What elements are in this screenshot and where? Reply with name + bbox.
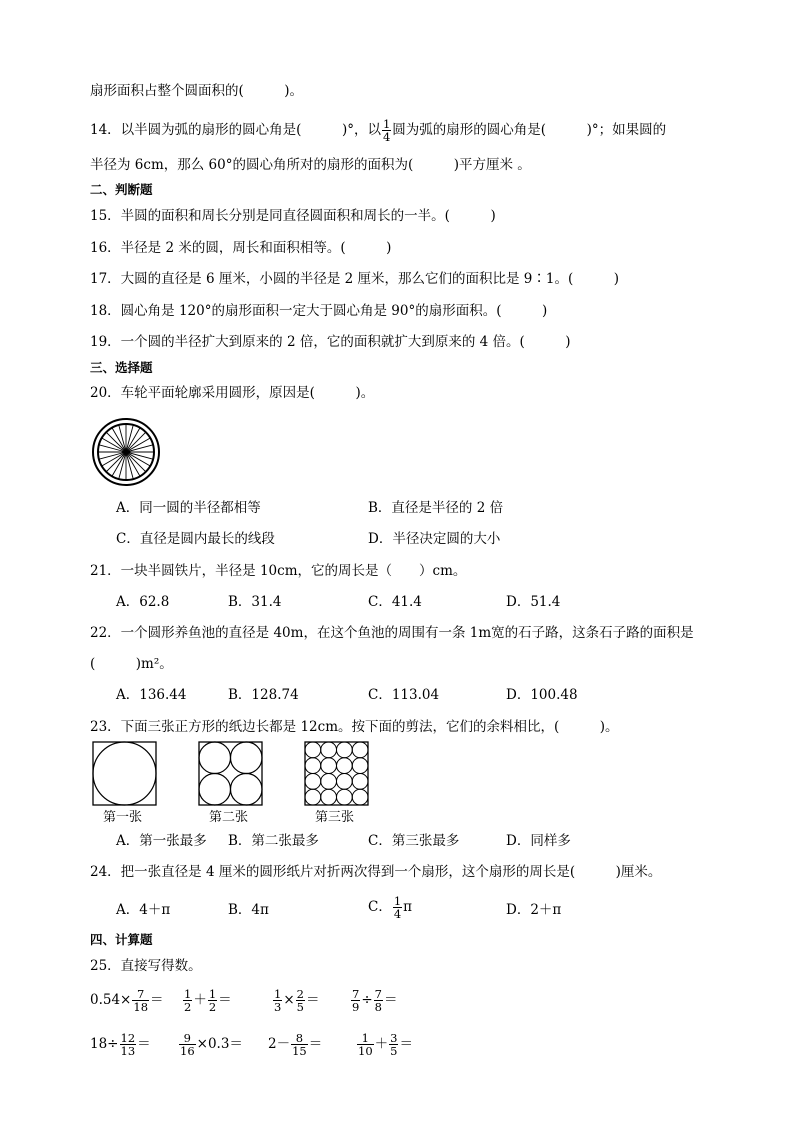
question-24-stem: 24．把一张直径是 4 厘米的圆形纸片对折两次得到一个扇形，这个扇形的周长是( )厘米。 (90, 864, 662, 880)
q22-option-d[interactable]: D．100.48 (506, 687, 578, 703)
q21-option-b[interactable]: B．31.4 (228, 594, 282, 610)
question-14-text-b: 圆为弧的扇形的圆心角是( )°；如果圆的 (392, 122, 667, 138)
q20-option-d[interactable]: D．半径决定圆的大小 (368, 531, 501, 547)
question-14-line-1 (90, 118, 666, 143)
q24-option-d[interactable]: D．2＋π (506, 902, 562, 918)
caption-sheet-two: 第二张 (209, 810, 249, 825)
question-15: 15．半圆的面积和周长分别是同直径圆面积和周长的一半。( ) (90, 208, 496, 224)
q23-option-b[interactable]: B．第二张最多 (228, 833, 319, 849)
q24-option-c-pi: π (403, 899, 413, 915)
q21-option-a[interactable]: A．62.8 (116, 594, 170, 610)
square-four-circles-figure (198, 741, 263, 806)
calc-item-r2-2: $\frac{9}{16}$ ×0.3＝ (180, 1031, 243, 1058)
calc-item-r2-4: $\frac{1}{10}$ ＋ $\frac{3}{5}$ ＝ (358, 1031, 413, 1058)
question-21-stem: 21．一块半圆铁片，半径是 10cm，它的周长是（ ）cm。 (90, 563, 467, 579)
q24-option-c-fraction: $\frac{1}{4}$ (393, 894, 402, 921)
q21-option-c[interactable]: C．41.4 (368, 594, 422, 610)
calc-item-r2-1: 18÷ $\frac{12}{13}$ ＝ (90, 1031, 151, 1058)
calc-item-r1-4: $\frac{7}{9}$ ÷ $\frac{7}{8}$ ＝ (352, 987, 398, 1014)
question-19: 19．一个圆的半径扩大到原来的 2 倍，它的面积就扩大到原来的 4 倍。( ) (90, 334, 571, 350)
question-14-text-a: 14．以半圆为弧的扇形的圆心角是( )°，以 (90, 122, 381, 138)
question-16: 16．半径是 2 米的圆，周长和面积相等。( ) (90, 240, 392, 256)
q22-option-a[interactable]: A．136.44 (116, 687, 187, 703)
question-22-stem-continued: ( )m²。 (90, 656, 173, 672)
q24-option-b[interactable]: B．4π (228, 902, 269, 918)
q21-option-d[interactable]: D．51.4 (506, 594, 561, 610)
calc-item-r1-1: 0.54× $\frac{7}{18}$ ＝ (90, 987, 164, 1014)
q22-option-b[interactable]: B．128.74 (228, 687, 299, 703)
q24-option-c-label: C． (368, 899, 392, 915)
q20-option-b[interactable]: B．直径是半径的 2 倍 (368, 500, 504, 516)
section-heading-judgement: 二、判断题 (90, 182, 153, 197)
fraction-quarter: $\frac{1}{4}$ (382, 117, 391, 144)
q20-option-c[interactable]: C．直径是圆内最长的线段 (116, 531, 275, 547)
question-17: 17．大圆的直径是 6 厘米，小圆的半径是 2 厘米，那么它们的面积比是 9∶1。( ) (90, 271, 620, 287)
section-heading-choice: 三、选择题 (90, 360, 153, 375)
question-20-stem: 20．车轮平面轮廓采用圆形，原因是( )。 (90, 385, 375, 401)
q22-option-c[interactable]: C．113.04 (368, 687, 440, 703)
square-one-circle-figure (92, 741, 157, 806)
q24-option-a[interactable]: A．4＋π (116, 902, 171, 918)
q24-option-c[interactable] (368, 892, 412, 922)
fill-in-tail-line: 扇形面积占整个圆面积的( )。 (90, 83, 304, 99)
question-23-stem: 23．下面三张正方形的纸边长都是 12cm。按下面的剪法，它们的余料相比，( )。 (90, 719, 619, 735)
caption-sheet-three: 第三张 (315, 810, 355, 825)
calc-item-r2-3: 2－ $\frac{8}{15}$ ＝ (268, 1031, 323, 1058)
question-25-stem: 25．直接写得数。 (90, 958, 202, 974)
section-heading-calculation: 四、计算题 (90, 932, 153, 947)
q23-option-d[interactable]: D．同样多 (506, 833, 571, 849)
calc-item-r1-2: $\frac{1}{2}$ ＋ $\frac{1}{2}$ ＝ (184, 987, 232, 1014)
question-22-stem: 22．一个圆形养鱼池的直径是 40m，在这个鱼池的周围有一条 1m宽的石子路，这条石子路的面积是 (90, 625, 694, 641)
caption-sheet-one: 第一张 (103, 810, 143, 825)
wheel-figure (91, 417, 161, 487)
q23-option-c[interactable]: C．第三张最多 (368, 833, 460, 849)
question-18: 18．圆心角是 120°的扇形面积一定大于圆心角是 90°的扇形面积。( ) (90, 303, 548, 319)
question-14-line-2: 半径为 6cm，那么 60°的圆心角所对的扇形的面积为( )平方厘米 。 (90, 157, 531, 173)
q23-option-a[interactable]: A．第一张最多 (116, 833, 207, 849)
calc-item-r1-3: $\frac{1}{3}$ × $\frac{2}{5}$ ＝ (274, 987, 320, 1014)
q20-option-a[interactable]: A．同一圆的半径都相等 (116, 500, 261, 516)
square-sixteen-circles-figure (304, 741, 369, 806)
